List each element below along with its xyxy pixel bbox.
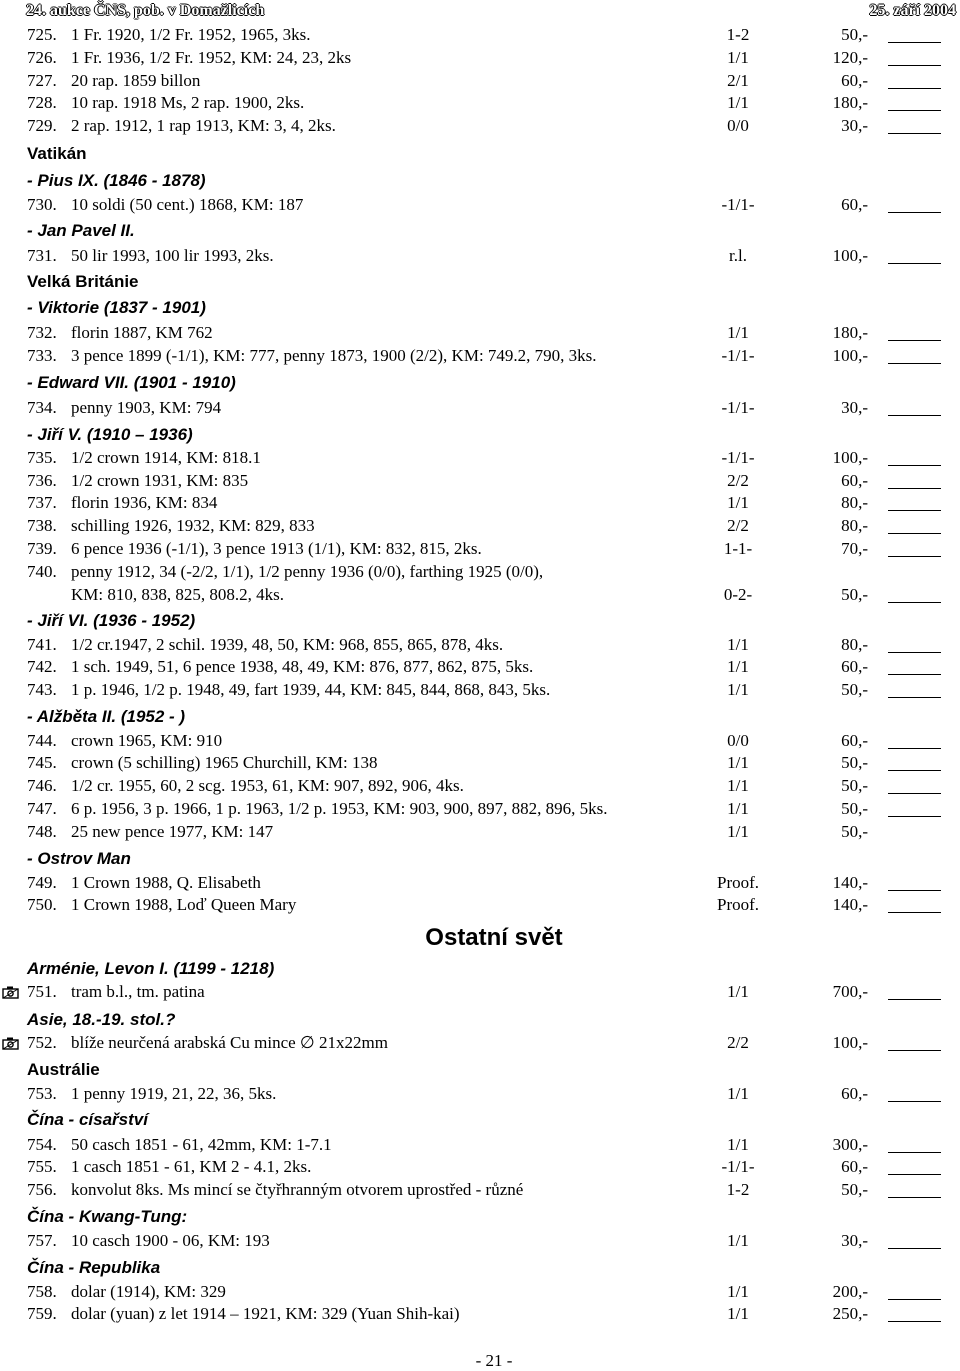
section-armenie: Arménie, Levon I. (1199 - 1218) [27,959,275,978]
lot-description: 1 casch 1851 - 61, KM 2 - 4.1, 2ks. [71,1157,312,1176]
lot-price: 70,- [841,539,868,558]
bid-line[interactable] [888,42,941,43]
section-pius: - Pius IX. (1846 - 1878) [27,171,206,190]
section-cina-kwang-tung: Čína - Kwang-Tung: [27,1207,188,1226]
lot-grade: 0/0 [727,731,749,750]
lot-number: 747. [27,799,57,818]
lot-grade: 1/1 [727,323,749,342]
lot-number: 759. [27,1304,57,1323]
header-date: 25. září 2004 [869,2,956,19]
lot-description: 1 sch. 1949, 51, 6 pence 1938, 48, 49, KM: 876, 877, 862, 875, 5ks. [71,657,534,676]
lot-number: 756. [27,1180,57,1199]
lot-grade: 2/2 [727,516,749,535]
bid-line[interactable] [888,340,941,341]
lot-price: 50,- [841,680,868,699]
lot-row [0,561,960,583]
section-vatikan: Vatikán [27,144,87,163]
lot-row [0,1281,960,1303]
lot-description: tram b.l., tm. patina [71,982,205,1001]
lot-number: 726. [27,48,57,67]
lot-description: crown 1965, KM: 910 [71,731,223,750]
section-velka-britanie: Velká Británie [27,272,139,291]
section-ostrov-man: - Ostrov Man [27,849,131,868]
lot-row [0,775,960,797]
lot-price: 200,- [832,1282,868,1301]
lot-description: penny 1903, KM: 794 [71,398,222,417]
bid-line[interactable] [888,1050,941,1051]
lot-row [0,894,960,916]
lot-row [0,397,960,419]
lot-number: 750. [27,895,57,914]
lot-description: 1 p. 1946, 1/2 p. 1948, 49, fart 1939, 44, KM: 845, 844, 868, 843, 5ks. [71,680,551,699]
bid-line[interactable] [888,465,941,466]
lot-grade: 2/2 [727,471,749,490]
lot-description: crown (5 schilling) 1965 Churchill, KM: 138 [71,753,378,772]
bid-line[interactable] [888,602,941,603]
lot-grade: 2/2 [727,1033,749,1052]
lot-price: 60,- [841,1084,868,1103]
lot-description: 50 lir 1993, 100 lir 1993, 2ks. [71,246,274,265]
lot-row [0,24,960,46]
lot-row [0,656,960,678]
section-jiri-v: - Jiří V. (1910 – 1936) [27,425,193,444]
section-asie: Asie, 18.-19. stol.? [27,1010,176,1029]
lot-number: 727. [27,71,57,90]
lot-price: 50,- [841,25,868,44]
lot-grade: -1/1- [721,346,755,365]
bid-line[interactable] [888,793,941,794]
lot-description: 1 Fr. 1920, 1/2 Fr. 1952, 1965, 3ks. [71,25,311,44]
lot-price: 50,- [841,753,868,772]
lot-row [0,730,960,752]
lot-description: 1/2 cr.1947, 2 schil. 1939, 48, 50, KM: 968, 855, 865, 878, 4ks. [71,635,504,654]
bid-line[interactable] [888,1248,941,1249]
lot-number: 755. [27,1157,57,1176]
lot-number: 743. [27,680,57,699]
lot-grade: 1/1 [727,680,749,699]
lot-price: 60,- [841,71,868,90]
lot-price: 50,- [841,776,868,795]
lot-description: 3 pence 1899 (-1/1), KM: 777, penny 1873, 1900 (2/2), KM: 749.2, 790, 3ks. [71,346,597,365]
lot-price: 180,- [832,93,868,112]
lot-number: 753. [27,1084,57,1103]
lot-row [0,821,960,843]
lot-number: 728. [27,93,57,112]
lot-grade: Proof. [716,895,760,914]
lot-row [0,1083,960,1105]
lot-grade: 1/1 [727,635,749,654]
lot-price: 140,- [832,873,868,892]
bid-line[interactable] [888,110,941,111]
lot-description: florin 1887, KM 762 [71,323,213,342]
lot-row [0,345,960,367]
lot-description: 6 p. 1956, 3 p. 1966, 1 p. 1963, 1/2 p. 1953, KM: 903, 900, 897, 882, 896, 5ks. [71,799,608,818]
lot-row [0,1179,960,1201]
lot-grade: 1/1 [727,1084,749,1103]
lot-description: 20 rap. 1859 billon [71,71,201,90]
lot-row [0,872,960,894]
lot-number: 737. [27,493,57,512]
bid-line[interactable] [888,263,941,264]
bid-line[interactable] [888,65,941,66]
lot-number: 733. [27,346,57,365]
lot-number: 741. [27,635,57,654]
lot-grade: 1/1 [727,822,749,841]
lot-description: 1/2 crown 1931, KM: 835 [71,471,249,490]
bid-line[interactable] [888,890,941,891]
lot-row [0,1134,960,1156]
lot-row [0,92,960,114]
lot-number: 746. [27,776,57,795]
lot-price: 60,- [841,195,868,214]
lot-number: 738. [27,516,57,535]
lot-number: 745. [27,753,57,772]
lot-grade: -1/1- [721,448,755,467]
lot-description: 6 pence 1936 (-1/1), 3 pence 1913 (1/1), KM: 832, 815, 2ks. [71,539,482,558]
lot-grade: 1/1 [727,982,749,1001]
bid-line[interactable] [888,133,941,134]
lot-grade: 1/1 [727,48,749,67]
lot-price: 100,- [832,246,868,265]
lot-row [0,47,960,69]
lot-grade: 1-2 [726,25,750,44]
section-edward: - Edward VII. (1901 - 1910) [27,373,236,392]
bid-line[interactable] [888,1152,941,1153]
section-jan-pavel: - Jan Pavel II. [27,221,135,240]
lot-description: 25 new pence 1977, KM: 147 [71,822,274,841]
section-cina-republika: Čína - Republika [27,1258,161,1277]
bid-line[interactable] [888,363,941,364]
lot-number: 729. [27,116,57,135]
lot-grade: 0-2- [723,585,753,604]
lot-row [0,245,960,267]
lot-grade: r.l. [729,246,747,265]
lot-price: 300,- [832,1135,868,1154]
lot-row [0,538,960,560]
bid-line[interactable] [888,674,941,675]
bid-line[interactable] [888,1299,941,1300]
lot-row [0,679,960,701]
lot-price: 30,- [841,1231,868,1250]
lot-description: penny 1912, 34 (-2/2, 1/1), 1/2 penny 1936 (0/0), farthing 1925 (0/0), [71,562,544,581]
lot-price: 30,- [841,398,868,417]
lot-number: 751. [27,982,57,1001]
lot-price: 250,- [832,1304,868,1323]
lot-price: 60,- [841,471,868,490]
lot-row [0,492,960,514]
lot-description: blíže neurčená arabská Cu mince ∅ 21x22mm [71,1033,388,1052]
lot-grade: 1/1 [727,1231,749,1250]
bid-line[interactable] [888,1174,941,1175]
lot-description: 1 Crown 1988, Q. Elisabeth [71,873,261,892]
section-australie: Austrálie [27,1060,100,1079]
lot-row [0,1032,960,1054]
bid-line[interactable] [888,556,941,557]
lot-price: 30,- [841,116,868,135]
lot-description: florin 1936, KM: 834 [71,493,218,512]
section-jiri-vi: - Jiří VI. (1936 - 1952) [27,611,196,630]
header-auction-title: 24. aukce ČNS, pob. v Domažlicích [26,2,265,19]
lot-grade: 1/1 [727,93,749,112]
lot-number: 731. [27,246,57,265]
lot-number: 757. [27,1231,57,1250]
lot-number: 742. [27,657,57,676]
section-cina-cisarstvi: Čína - císařství [27,1110,148,1129]
lot-row [0,194,960,216]
lot-price: 60,- [841,731,868,750]
lot-number: 734. [27,398,57,417]
lot-description: schilling 1926, 1932, KM: 829, 833 [71,516,315,535]
lot-price: 60,- [841,1157,868,1176]
lot-price: 50,- [841,822,868,841]
bid-line[interactable] [888,1101,941,1102]
lot-description: 1/2 crown 1914, KM: 818.1 [71,448,261,467]
lot-number: 730. [27,195,57,214]
lot-grade: 1-1- [723,539,753,558]
lot-number: 725. [27,25,57,44]
lot-description: 1/2 cr. 1955, 60, 2 scg. 1953, 61, KM: 907, 892, 906, 4ks. [71,776,464,795]
lot-row [0,981,960,1003]
lot-grade: Proof. [716,873,760,892]
lot-grade: 1/1 [727,753,749,772]
lot-description: 10 rap. 1918 Ms, 2 rap. 1900, 2ks. [71,93,305,112]
lot-row [0,1156,960,1178]
lot-grade: 1/1 [727,776,749,795]
page-number: - 21 - [475,1351,513,1370]
lot-row [0,515,960,537]
lot-price: 60,- [841,657,868,676]
section-viktorie: - Viktorie (1837 - 1901) [27,298,206,317]
lot-number: 754. [27,1135,57,1154]
lot-row [0,1303,960,1325]
lot-description-continued: KM: 810, 838, 825, 808.2, 4ks. [71,585,284,604]
lot-description: konvolut 8ks. Ms mincí se čtyřhranným otvorem uprostřed - různé [71,1180,524,1199]
lot-grade: 1-2 [726,1180,750,1199]
lot-row [0,322,960,344]
lot-price: 180,- [832,323,868,342]
lot-description: dolar (1914), KM: 329 [71,1282,226,1301]
lot-price: 50,- [841,585,868,604]
bid-line[interactable] [888,652,941,653]
bid-line[interactable] [888,212,941,213]
lot-number: 736. [27,471,57,490]
bid-line[interactable] [888,533,941,534]
lot-grade: 1/1 [727,1135,749,1154]
lot-number: 749. [27,873,57,892]
lot-number: 739. [27,539,57,558]
lot-price: 100,- [832,1033,868,1052]
lot-price: 100,- [832,448,868,467]
lot-price: 700,- [832,982,868,1001]
lot-description: 1 Fr. 1936, 1/2 Fr. 1952, KM: 24, 23, 2ks [71,48,352,67]
lot-price: 50,- [841,1180,868,1199]
lot-description: 1 penny 1919, 21, 22, 36, 5ks. [71,1084,277,1103]
lot-row [0,115,960,137]
lot-description: dolar (yuan) z let 1914 – 1921, KM: 329 (Yuan Shih-kai) [71,1304,460,1323]
bid-line[interactable] [888,697,941,698]
lot-row [0,447,960,469]
lot-row [0,1230,960,1252]
lot-grade: 1/1 [727,1304,749,1323]
bid-line[interactable] [888,912,941,913]
lot-price: 120,- [832,48,868,67]
lot-grade: -1/1- [721,195,755,214]
bid-line[interactable] [888,770,941,771]
lot-description: 10 soldi (50 cent.) 1868, KM: 187 [71,195,304,214]
lot-description: 10 casch 1900 - 06, KM: 193 [71,1231,270,1250]
lot-price: 100,- [832,346,868,365]
chapter-title: Ostatní svět [425,924,563,951]
lot-grade: -1/1- [721,1157,755,1176]
lot-row-continuation [0,584,960,606]
bid-line[interactable] [888,748,941,749]
bid-line[interactable] [888,415,941,416]
lot-row [0,634,960,656]
lot-row [0,798,960,820]
lot-price: 80,- [841,493,868,512]
lot-row [0,70,960,92]
section-alzbeta: - Alžběta II. (1952 - ) [27,707,186,726]
lot-row [0,752,960,774]
lot-description: 2 rap. 1912, 1 rap 1913, KM: 3, 4, 2ks. [71,116,336,135]
bid-line[interactable] [888,510,941,511]
lot-number: 735. [27,448,57,467]
bid-line[interactable] [888,488,941,489]
lot-grade: 1/1 [727,799,749,818]
lot-number: 758. [27,1282,57,1301]
lot-grade: 1/1 [727,657,749,676]
lot-number: 732. [27,323,57,342]
lot-number: 752. [27,1033,57,1052]
lot-number: 740. [27,562,57,581]
lot-price: 80,- [841,635,868,654]
lot-grade: 1/1 [727,493,749,512]
lot-price: 80,- [841,516,868,535]
bid-line[interactable] [888,1321,941,1322]
lot-grade: 0/0 [727,116,749,135]
bid-line[interactable] [888,816,941,817]
lot-price: 140,- [832,895,868,914]
lot-grade: -1/1- [721,398,755,417]
lot-row [0,470,960,492]
bid-line[interactable] [888,999,941,1000]
bid-line[interactable] [888,1197,941,1198]
lot-number: 748. [27,822,57,841]
lot-grade: 1/1 [727,1282,749,1301]
lot-description: 1 Crown 1988, Loď Queen Mary [71,895,297,914]
lot-number: 744. [27,731,57,750]
lot-price: 50,- [841,799,868,818]
lot-description: 50 casch 1851 - 61, 42mm, KM: 1-7.1 [71,1135,332,1154]
lot-grade: 2/1 [727,71,749,90]
bid-line[interactable] [888,88,941,89]
